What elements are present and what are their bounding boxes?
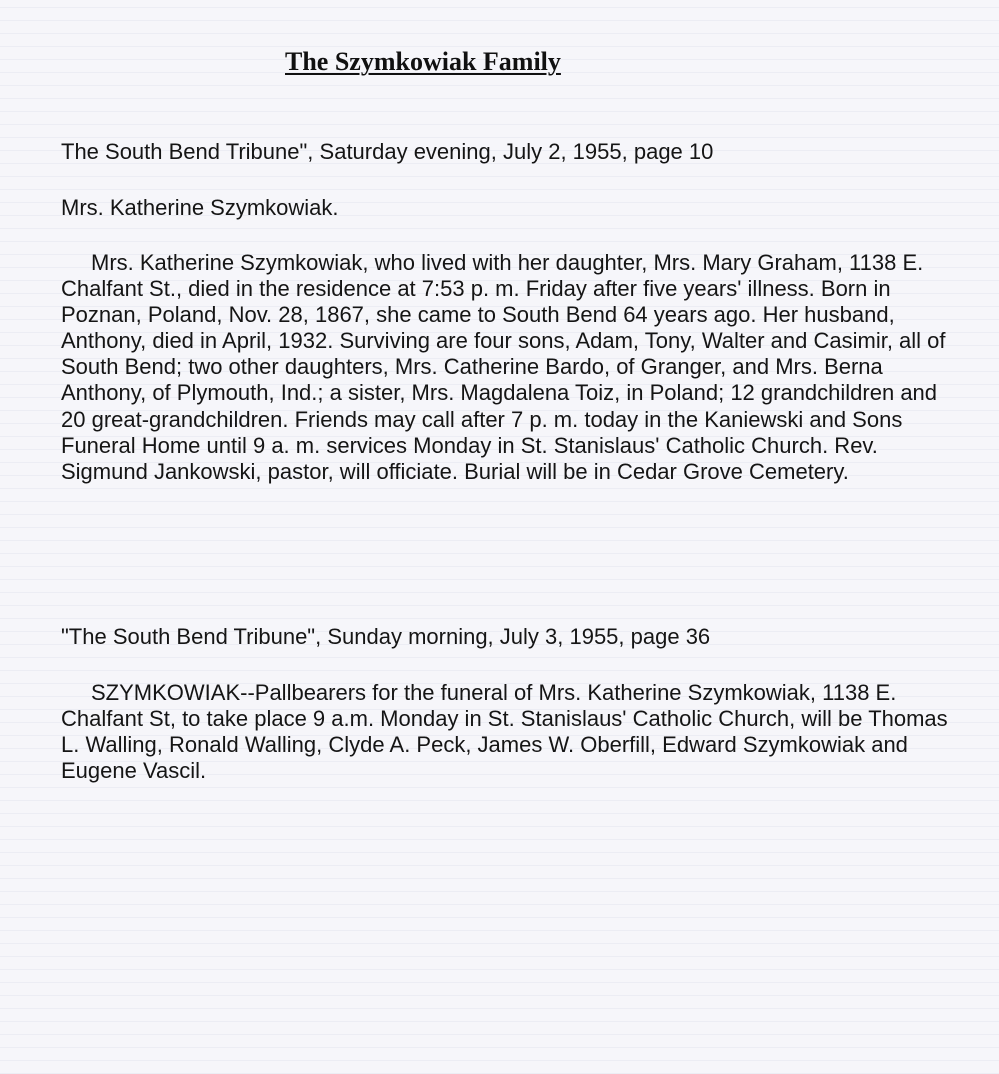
article-1-body: Mrs. Katherine Szymkowiak, who lived with her daughter, Mrs. Mary Graham, 1138 E. Chalfant St., died in the residence at 7:53 p. m. Friday after five years' illness. Born in Poznan, Poland, Nov. 28, 1867, she came to South Bend 64 years ago. Her husband, Anthony, died in April, 1932. Surviving are four sons, Adam, Tony, Walter and Casimir, all of South Bend; two other daughters, Mrs. Catherine Bardo, of Granger, and Mrs. Berna Anthony, of Plymouth, Ind.; a sister, Mrs. Magdalena Toiz, in Poland; 12 grandchildren and 20 great-grandchildren. Friends may call after 7 p. m. today in the Kaniewski and Sons Funeral Home until 9 a. m. services Monday in St. Stanislaus' Catholic Church. Rev. Sigmund Jankowski, pastor, will officiate. Burial will be in Cedar Grove Cemetery. xyxy=(61,250,946,484)
document-title: The Szymkowiak Family xyxy=(285,47,561,76)
article-2-source: "The South Bend Tribune", Sunday morning, July 3, 1955, page 36 xyxy=(61,624,711,649)
article-1-heading: Mrs. Katherine Szymkowiak. xyxy=(61,195,339,220)
article-1-source: The South Bend Tribune", Saturday evening, July 2, 1955, page 10 xyxy=(61,139,714,164)
article-2-body: SZYMKOWIAK--Pallbearers for the funeral of Mrs. Katherine Szymkowiak, 1138 E. Chalfant St, to take place 9 a.m. Monday in St. Stanislaus' Catholic Church, will be Thomas L. Walling, Ronald Walling, Clyde A. Peck, James W. Oberfill, Edward Szymkowiak and Eugene Vascil. xyxy=(61,680,948,784)
